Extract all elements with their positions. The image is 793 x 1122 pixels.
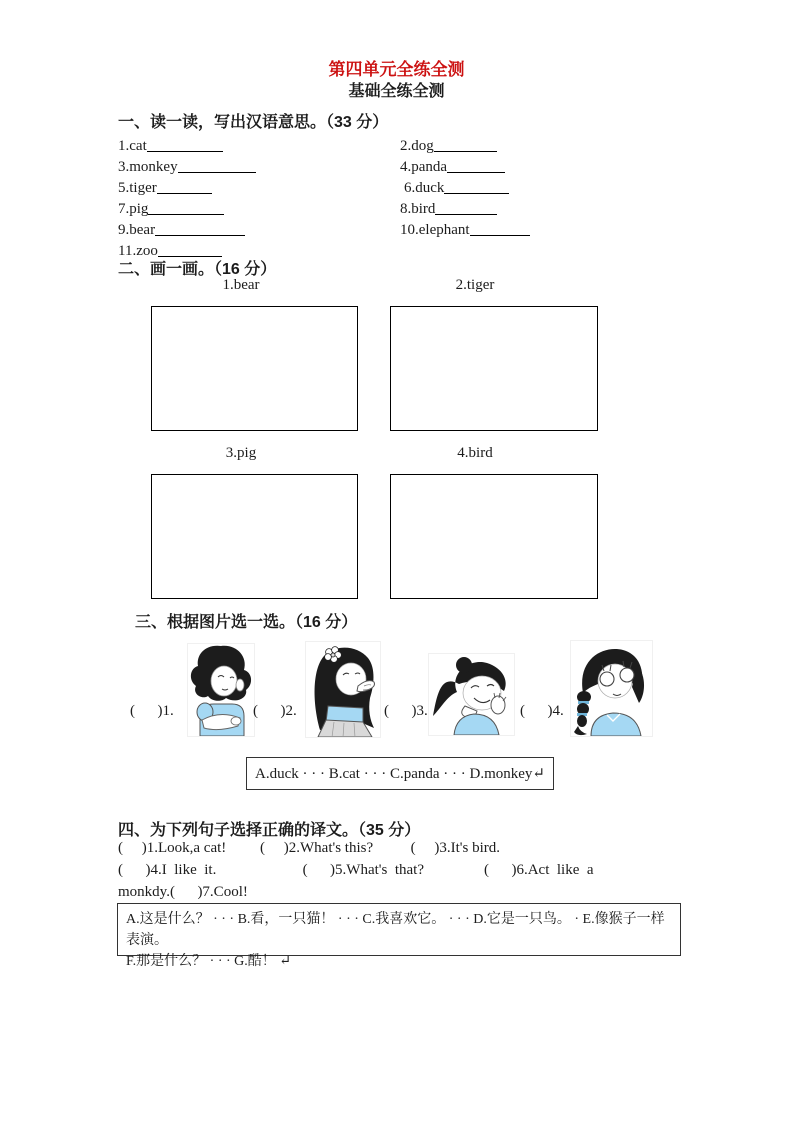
sentence-line-1: ( )1.Look,a cat! ( )2.What's this? ( )3.It's bird.: [118, 840, 500, 856]
answer-blank: [434, 139, 497, 152]
vocab-row: [118, 197, 683, 218]
vocab-list: [118, 134, 683, 260]
picture-girl-ponytail-gesture: [428, 653, 515, 736]
answer-blank: [147, 139, 223, 152]
vocab-item: [400, 158, 683, 176]
draw-box-label: 1.bear: [222, 277, 260, 293]
choice-prefix-1: ( )1.: [130, 703, 174, 719]
vocab-row: [118, 155, 683, 176]
page-subtitle: 基础全练全测: [348, 83, 445, 100]
draw-box-bear: [151, 306, 358, 431]
answer-blank: [178, 160, 256, 173]
vocab-word: 2.dog: [400, 138, 434, 154]
draw-box-bird: [390, 474, 598, 599]
vocab-word: 3.monkey: [118, 159, 178, 175]
vocab-item: [118, 200, 400, 218]
section1-heading: 一、读一读，写出汉语意思。（33 分）: [118, 114, 389, 131]
vocab-word: 5.tiger: [118, 180, 157, 196]
vocab-item: [400, 221, 683, 239]
vocab-word: 10.elephant: [400, 222, 470, 238]
answer-blank: [435, 202, 497, 215]
draw-box-pig: [151, 474, 358, 599]
choice-prefix-3: ( )3.: [384, 703, 428, 719]
choice-prefix-4: ( )4.: [520, 703, 564, 719]
answer-blank: [155, 223, 245, 236]
vocab-word: 4.panda: [400, 159, 448, 175]
vocab-item: [400, 179, 683, 197]
vocab-row: [118, 218, 683, 239]
answer-blank: [148, 202, 224, 215]
vocab-row: [118, 176, 683, 197]
sentence-line-2: ( )4.I like it. ( )5.What's that? ( )6.Act like a: [118, 862, 594, 878]
section4-options-line-1: A.这是什么？ · · · B.看，一只猫！ · · · C.我喜欢它。 · · · D.它是一只鸟。 · E.像猴子一样表演。: [126, 912, 665, 948]
answer-blank: [157, 181, 212, 194]
page-title: 第四单元全练全测: [328, 60, 465, 79]
answer-blank: [447, 160, 505, 173]
draw-box-label: 2.tiger: [455, 277, 495, 293]
section4-options-line-2: F.那是什么？ · · · G.酷！ ↵: [126, 954, 291, 969]
answer-blank: [470, 223, 530, 236]
section4-options-box: [117, 903, 681, 969]
picture-girl-flower-gesture: [305, 641, 381, 738]
vocab-word: 6.duck: [404, 180, 445, 196]
vocab-row: [118, 134, 683, 155]
section3-heading: 三、根据图片选一选。（16 分）: [135, 614, 358, 631]
answer-blank: [444, 181, 509, 194]
picture-child-cat-gesture: [187, 643, 255, 737]
picture-girl-braid-gesture: [570, 640, 653, 737]
vocab-item: [118, 137, 400, 155]
draw-box-label: 3.pig: [225, 445, 257, 461]
vocab-word: 7.pig: [118, 201, 149, 217]
vocab-word: 1.cat: [118, 138, 147, 154]
vocab-word: 9.bear: [118, 222, 156, 238]
section4-heading: 四、为下列句子选择正确的译文。（35 分）: [118, 822, 421, 839]
section2-heading: 二、画一画。（16 分）: [118, 261, 277, 278]
vocab-item: [118, 221, 400, 239]
draw-box-tiger: [390, 306, 598, 431]
draw-box-label: 4.bird: [457, 445, 493, 461]
choice-prefix-2: ( )2.: [253, 703, 297, 719]
vocab-word: 8.bird: [400, 201, 436, 217]
section3-options: A.duck · · · B.cat · · · C.panda · · · D.monkey↵: [255, 766, 545, 782]
vocab-item: [400, 200, 683, 218]
vocab-item: [118, 158, 400, 176]
sentence-line-3: monkdy.( )7.Cool!: [118, 884, 248, 900]
vocab-item: [118, 179, 400, 197]
vocab-word: 11.zoo: [118, 243, 158, 259]
vocab-item: [400, 137, 683, 155]
section3-options-box: [246, 757, 554, 790]
